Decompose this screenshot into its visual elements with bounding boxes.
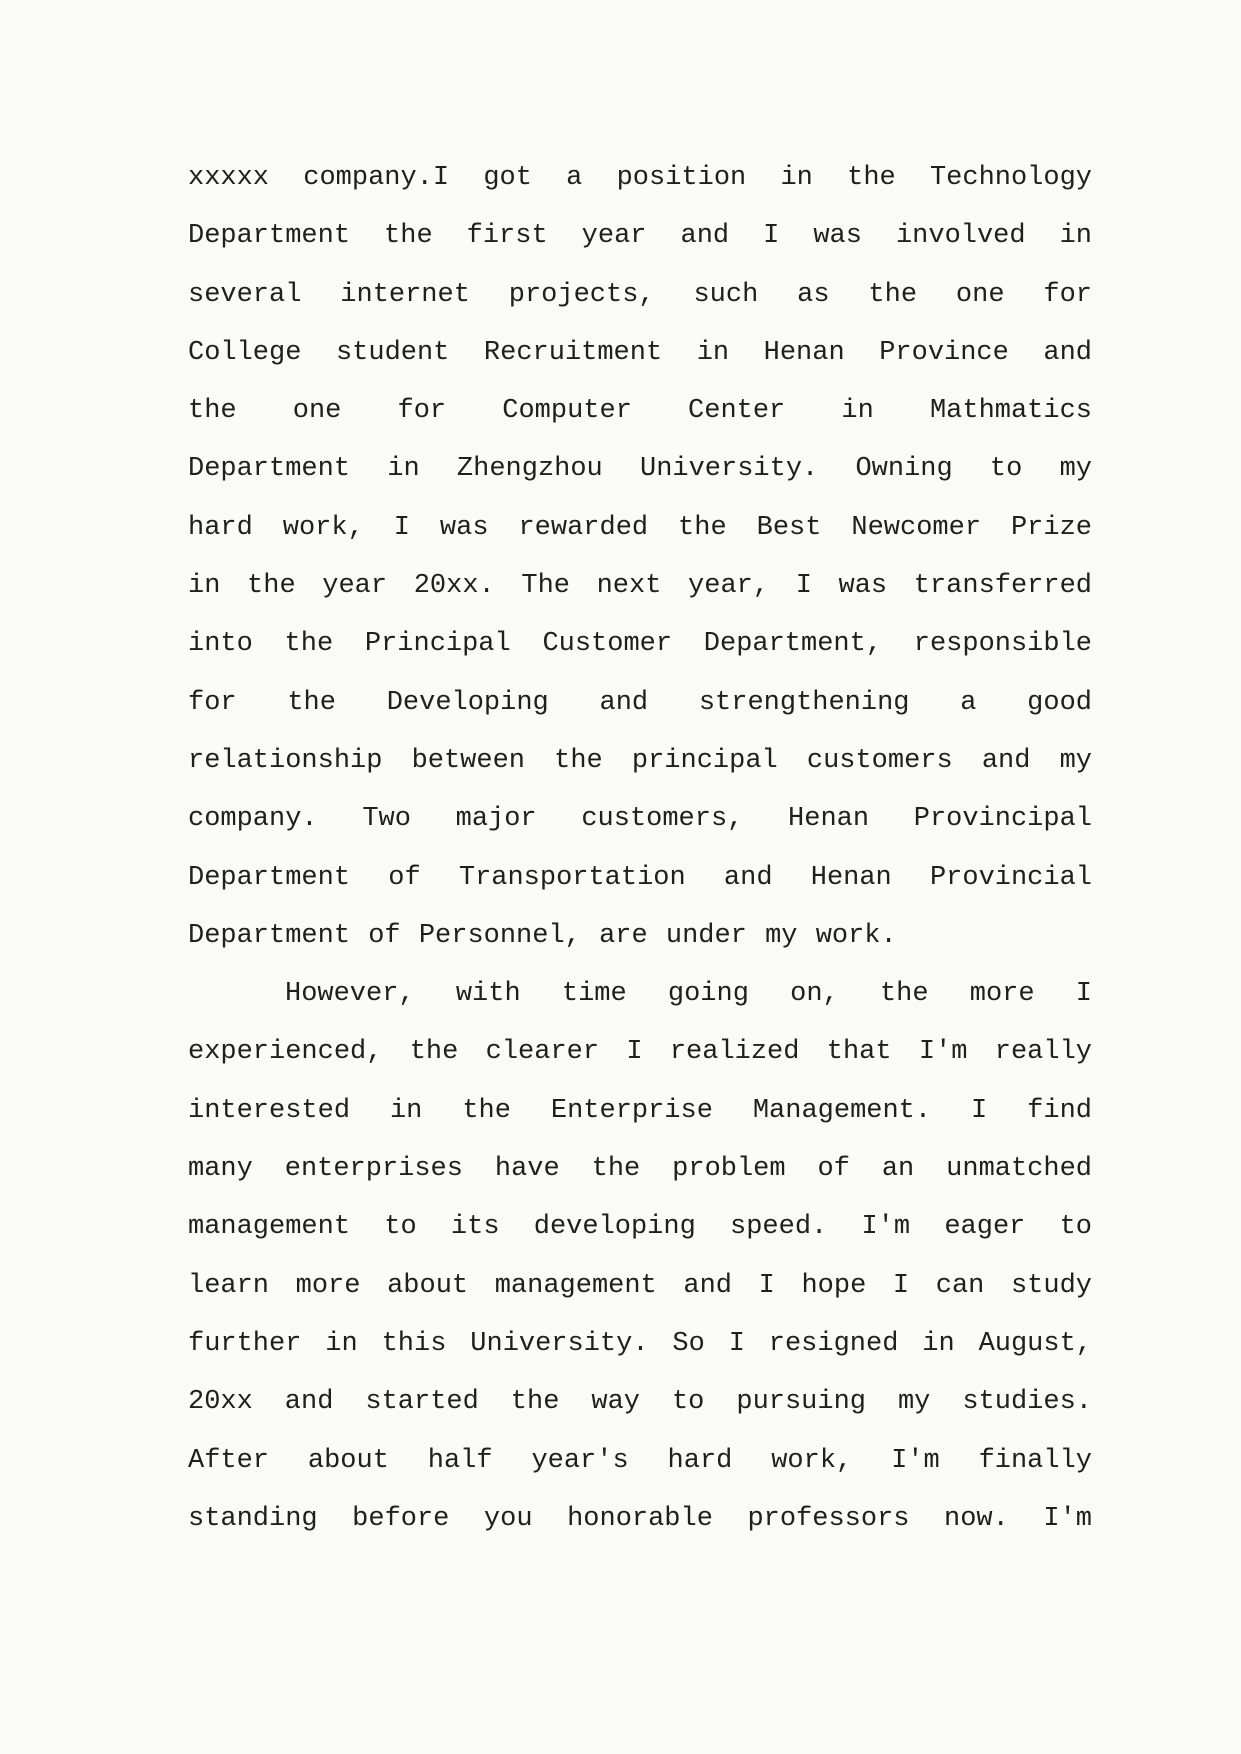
text-line: After about half year's hard work, I'm finally: [188, 1445, 1092, 1476]
text-line: Department of Personnel, are under my work.: [188, 920, 897, 951]
text-line: the one for Computer Center in Mathmatics: [188, 396, 1092, 427]
text-line: learn more about management and I hope I can study: [188, 1270, 1092, 1301]
text-line: College student Recruitment in Henan Province and: [188, 337, 1092, 368]
text-line: many enterprises have the problem of an unmatched: [188, 1154, 1092, 1185]
paragraph-motivation: [188, 965, 1092, 1548]
text-line: Department the first year and I was involved in: [188, 221, 1092, 252]
paragraph-work-experience: [188, 149, 1092, 965]
text-line: management to its developing speed. I'm eager to: [188, 1212, 1092, 1243]
text-line: hard work, I was rewarded the Best Newcomer Prize: [188, 512, 1092, 543]
text-line: However, with time going on, the more I: [285, 979, 1092, 1010]
text-line: Department of Transportation and Henan Provincial: [188, 862, 1092, 893]
text-line: for the Developing and strengthening a good: [188, 687, 1092, 718]
text-line: into the Principal Customer Department, responsible: [188, 629, 1092, 660]
text-line: xxxxx company.I got a position in the Technology: [188, 163, 1092, 193]
text-line: in the year 20xx. The next year, I was transferred: [188, 571, 1092, 602]
text-line: interested in the Enterprise Management. I find: [188, 1095, 1092, 1126]
text-line: Department in Zhengzhou University. Owning to my: [188, 454, 1092, 485]
text-line: further in this University. So I resigned in August,: [188, 1328, 1092, 1359]
text-line: standing before you honorable professors now. I'm: [188, 1503, 1092, 1534]
text-line: 20xx and started the way to pursuing my studies.: [188, 1387, 1092, 1418]
text-line: company. Two major customers, Henan Provincipal: [188, 804, 1092, 835]
text-line: relationship between the principal customers and my: [188, 745, 1092, 776]
text-line: several internet projects, such as the one for: [188, 279, 1092, 310]
text-line: experienced, the clearer I realized that I'm really: [188, 1037, 1092, 1068]
